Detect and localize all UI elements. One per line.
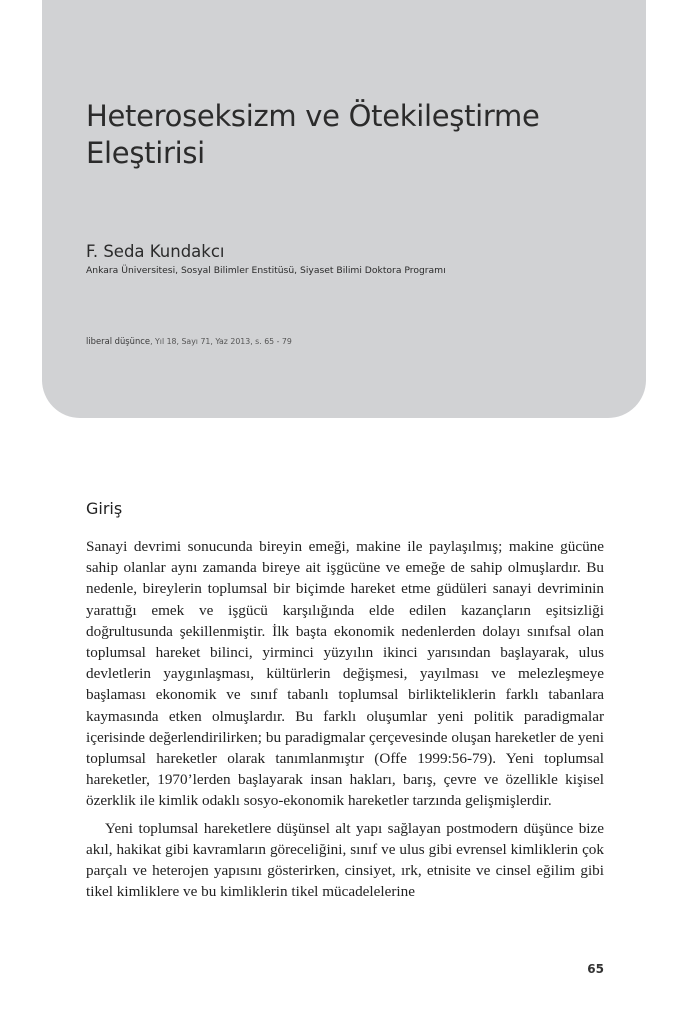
citation-details: , Yıl 18, Sayı 71, Yaz 2013, s. 65 - 79 — [150, 337, 292, 346]
article-title: Heteroseksizm ve Ötekileştirme Eleştirisi — [86, 99, 540, 170]
page-number: 65 — [587, 962, 604, 976]
citation-line — [86, 336, 292, 346]
header-panel — [42, 0, 646, 418]
paragraph: Sanayi devrimi sonucunda bireyin emeği, makine ile paylaşılmış; makine gücüne sahip olanlar aynı zamanda bireye ait işgücüne ve emeğe de sahip olmuşlardır. Bu nedenle, bireylerin toplumsal bir biçimde hareket etme güdüleri sanayi devriminin yarattığı emek ve işgücü karşılığında elde edilen kazançların eşitsizliği doğrultusunda şekillenmiştir. İlk başta ekonomik nedenlerden dolayı sınıfsal olan toplumsal hareket bilinci, yirminci yüzyılın ikinci yarısından başlayarak, ulus devletlerin yaygınlaşması, kültürlerin değişmesi, yayılması ve melezleşmeye başlaması ekonomik ve sınıf tabanlı toplumsal birlikteliklerin farklı tabanlara kaymasında etken olmuşlardır. Bu farklı oluşumlar yeni politik paradigmalar içerisinde değerlendirilirken; bu paradigmalar çerçevesinde oluşan hareketler de yeni toplumsal hareketler olarak tanımlanmıştır (Offe 1999:56-79). Yeni toplumsal hareketler, 1970’lerden başlayarak insan hakları, barış, çevre ve özellikle kişisel özerklik ile kimlik odaklı sosyo-ekonomik hareketler tarzında gelişmişlerdir. — [86, 538, 604, 810]
author-name: F. Seda Kundakcı — [86, 242, 225, 261]
body-text — [86, 536, 604, 908]
author-affiliation: Ankara Üniversitesi, Sosyal Bilimler Enstitüsü, Siyaset Bilimi Doktora Programı — [86, 265, 446, 276]
journal-logo: liberal düşünce — [86, 336, 151, 346]
paragraph: Yeni toplumsal hareketlere düşünsel alt yapı sağlayan postmodern düşünce bize akıl, hakikat gibi kavramların göreceliğini, sınıf ve ulus gibi evrensel kimliklerin çok parçalı ve heterojen yapısını gösterirken, cinsiyet, ırk, etnisite ve cinsel eğilim gibi tikel kimliklere ve bu kimliklerin tikel mücadelelerine — [86, 819, 604, 901]
section-heading: Giriş — [86, 499, 123, 518]
